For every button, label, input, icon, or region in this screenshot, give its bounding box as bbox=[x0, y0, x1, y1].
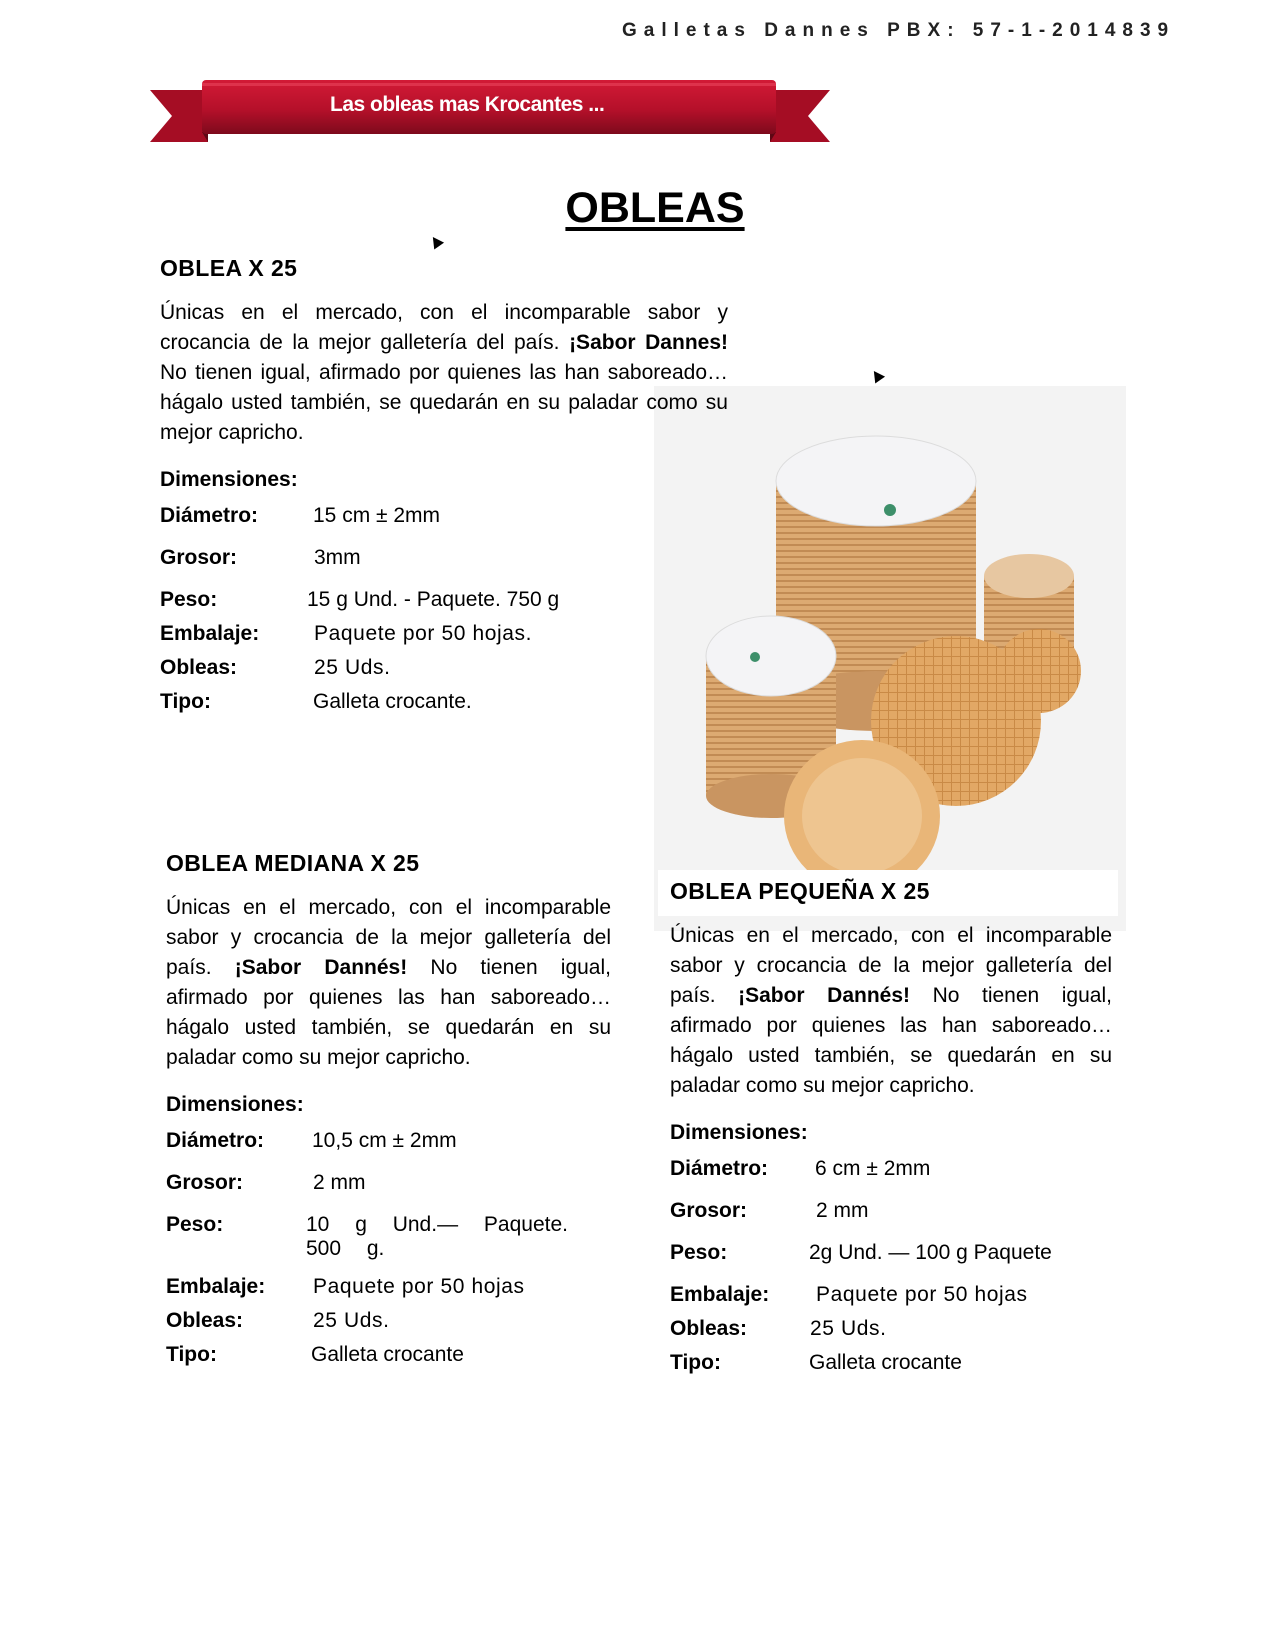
banner-text: Las obleas mas Krocantes ... bbox=[330, 93, 605, 116]
spec-row: Embalaje: Paquete por 50 hojas. bbox=[160, 622, 533, 645]
dimensions-title: Dimensiones: bbox=[160, 468, 298, 491]
spec-row: Obleas: 25 Uds. bbox=[160, 656, 391, 679]
header-contact: Galletas Dannes PBX: 57-1-2014839 bbox=[622, 20, 1176, 41]
spec-row: Peso: 2g Und. — 100 g Paquete bbox=[670, 1241, 1052, 1264]
spec-row: Tipo: Galleta crocante. bbox=[160, 690, 472, 713]
dimensions-title: Dimensiones: bbox=[166, 1093, 304, 1116]
product-title: OBLEA MEDIANA X 25 bbox=[166, 850, 420, 876]
spec-row: Tipo: Galleta crocante bbox=[670, 1351, 962, 1374]
spec-row: Obleas: 25 Uds. bbox=[670, 1317, 887, 1340]
spec-row: Grosor: 2 mm bbox=[166, 1171, 366, 1194]
arrow-marker-icon bbox=[428, 234, 444, 250]
spec-row: Grosor: 2 mm bbox=[670, 1199, 869, 1222]
product-oblea-pequena-25 bbox=[670, 878, 1112, 1381]
product-description: Únicas en el mercado, con el incomparable sabor y crocancia de la mejor galletería del país. ¡Sabor Dannes! No tienen igual, afirmado por quienes las han saboreado… hágalo usted también, se quedarán en su paladar como su mejor capricho. bbox=[160, 301, 728, 444]
product-description: Únicas en el mercado, con el incomparable sabor y crocancia de la mejor galletería del país. ¡Sabor Dannés! No tienen igual, afirmado por quienes las han saboreado… hágalo usted también, se quedarán en su paladar como su mejor capricho. bbox=[670, 924, 1112, 1097]
arrow-marker-icon bbox=[869, 368, 885, 384]
spec-row: Diámetro: 10,5 cm ± 2mm bbox=[166, 1129, 457, 1152]
spec-row: Embalaje: Paquete por 50 hojas bbox=[166, 1275, 525, 1298]
spec-row: Diámetro: 6 cm ± 2mm bbox=[670, 1157, 931, 1180]
product-oblea-25 bbox=[160, 255, 728, 720]
spec-row: Obleas: 25 Uds. bbox=[166, 1309, 390, 1332]
spec-row: Peso: 10 g Und.— Paquete. 500 g. bbox=[166, 1213, 568, 1260]
product-title: OBLEA X 25 bbox=[160, 255, 298, 281]
spec-row: Embalaje: Paquete por 50 hojas bbox=[670, 1283, 1028, 1306]
spec-row: Grosor: 3mm bbox=[160, 546, 361, 569]
spec-row: Peso: 15 g Und. - Paquete. 750 g bbox=[160, 588, 560, 611]
dimensions-title: Dimensiones: bbox=[670, 1121, 808, 1144]
product-oblea-mediana-25 bbox=[166, 850, 611, 1373]
spec-row: Tipo: Galleta crocante bbox=[166, 1343, 464, 1366]
spec-row: Diámetro: 15 cm ± 2mm bbox=[160, 504, 441, 527]
product-description: Únicas en el mercado, con el incomparable sabor y crocancia de la mejor galletería del país. ¡Sabor Dannés! No tienen igual, afirmado por quienes las han saboreado… hágalo usted también, se quedarán en su paladar como su mejor capricho. bbox=[166, 896, 611, 1069]
ribbon-banner bbox=[150, 80, 830, 154]
product-title: OBLEA PEQUEÑA X 25 bbox=[670, 878, 930, 904]
page-title: OBLEAS bbox=[565, 184, 745, 232]
